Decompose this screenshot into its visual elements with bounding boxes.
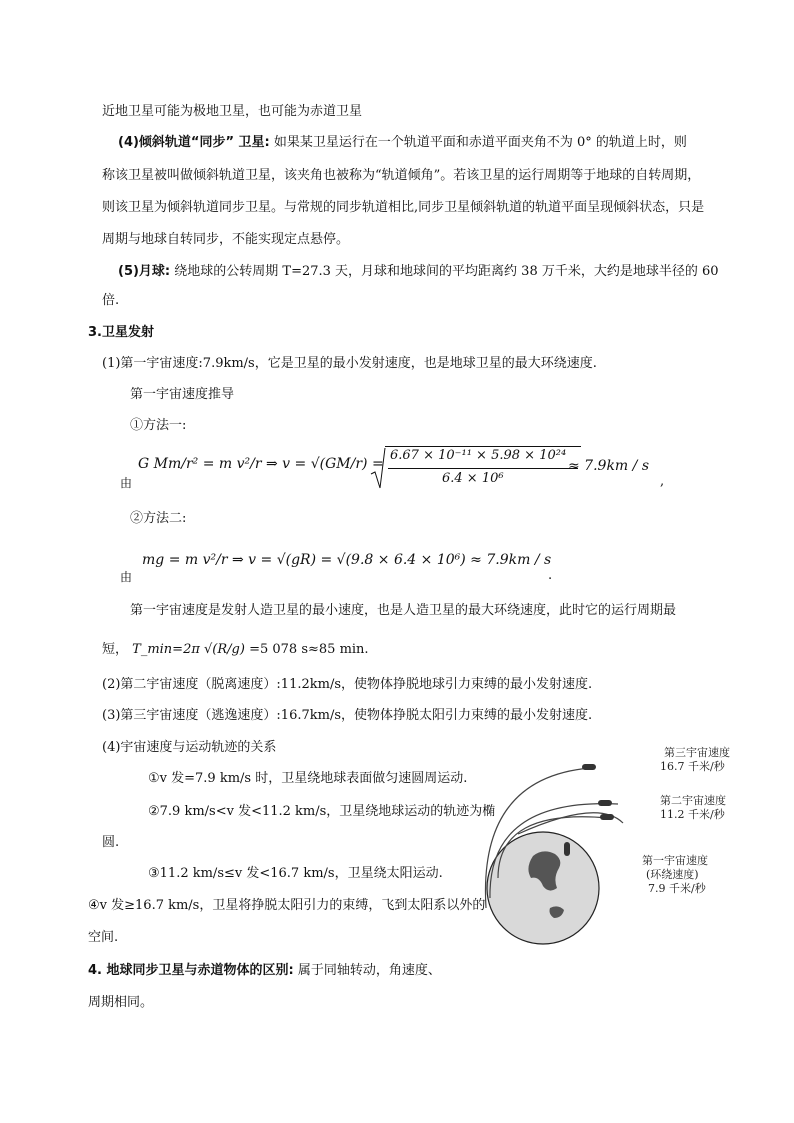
label-first-value: 7.9 千米/秒 [648,882,706,895]
line-case-2: ②7.9 km/s<v 发<11.2 km/s，卫星绕地球运动的轨迹为椭 [148,804,496,819]
label-third-value: 16.7 千米/秒 [660,760,725,773]
tmin-value: =5 078 s≈85 min. [249,642,369,657]
rocket-third [582,764,596,770]
label-first-title: 第一宇宙速度 [642,854,708,867]
rocket-ellipse [600,814,614,820]
line-tmin [102,640,369,660]
rocket-second [598,800,612,806]
label-first-sub: (环绕速度) [646,868,699,881]
line-sync-2: 周期相同。 [88,995,154,1010]
formula-comma: , [660,474,665,489]
text-inclined-orbit: 如果某卫星运行在一个轨道平面和赤道平面夹角不为 0° 的轨道上时，则 [273,135,687,150]
line-relation-title: (4)宇宙速度与运动轨迹的关系 [102,740,277,755]
text-moon: 绕地球的公转周期 T=27.3 天，月球和地球间的平均距离约 38 万千米，大约是地球半径的 60 [174,264,719,279]
heading-inclined-orbit: (4)倾斜轨道“同步” 卫星: [118,135,270,150]
formula-lhs: G Mm/r² = m v²/r ⇒ v = √(GM/r) = [138,456,384,472]
label-third-title: 第三宇宙速度 [664,746,730,759]
formula-method-one [120,444,680,496]
line-moon-2: 倍. [102,293,120,308]
paragraph-inclined-orbit [118,133,687,153]
line-case-2b: 圆. [102,835,120,850]
formula2-end: . [548,568,553,583]
formula-denominator: 6.4 × 10⁶ [442,471,504,486]
formula-result: ≈ 7.9km / s [568,458,650,474]
line-case-4b: 空间. [88,930,119,945]
tmin-formula: T_min=2π √(R/g) [132,642,245,657]
line-first-cosmic: (1)第一宇宙速度:7.9km/s，它是卫星的最小发射速度，也是地球卫星的最大环绕速度. [102,356,597,371]
formula-method-two [120,540,560,586]
label-second-value: 11.2 千米/秒 [660,808,725,821]
line-method-one: ①方法一: [130,418,187,433]
formula2-prefix: 由 [120,570,133,584]
line-third-cosmic: (3)第三宇宙速度（逃逸速度）:16.7km/s，使物体挣脱太阳引力束缚的最小发射速度. [102,708,593,723]
rocket-first [564,842,570,856]
paragraph-moon [118,262,719,282]
line-first-cosmic-desc: 第一宇宙速度是发射人造卫星的最小速度，也是人造卫星的最大环绕速度，此时它的运行周期最 [130,603,677,618]
line-method-two: ②方法二: [130,511,187,526]
formula-numerator: 6.67 × 10⁻¹¹ × 5.98 × 10²⁴ [390,448,567,463]
line-derivation-title: 第一宇宙速度推导 [130,387,235,402]
text-sync-vs-equator: 属于同轴转动，角速度、 [297,963,441,978]
cosmic-velocity-figure [478,738,768,958]
line-case-1: ①v 发=7.9 km/s 时，卫星绕地球表面做匀速圆周运动. [148,771,468,786]
line-nearearth: 近地卫星可能为极地卫星，也可能为赤道卫星 [102,104,363,119]
label-second-title: 第二宇宙速度 [660,794,726,807]
paragraph-sync-vs-equator [88,961,441,981]
formula-prefix: 由 [120,476,133,490]
section-heading-launch: 3.卫星发射 [88,325,154,340]
line-inclined-2: 称该卫星被叫做倾斜轨道卫星，该夹角也被称为“轨道倾角”。若该卫星的运行周期等于地球的自转周期， [102,168,701,183]
line-case-3: ③11.2 km/s≤v 发<16.7 km/s，卫星绕太阳运动. [148,866,443,881]
sqrt-sign [370,446,386,490]
tmin-prefix: 短， [102,642,129,657]
line-case-4: ④v 发≥16.7 km/s，卫星将挣脱太阳引力的束缚，飞到太阳系以外的 [88,898,486,913]
heading-sync-vs-equator: 4. 地球同步卫星与赤道物体的区别: [88,963,294,978]
heading-moon: (5)月球: [118,264,171,279]
line-second-cosmic: (2)第二宇宙速度（脱离速度）:11.2km/s，使物体挣脱地球引力束缚的最小发射速度. [102,677,593,692]
formula2-body: mg = m v²/r ⇒ v = √(gR) = √(9.8 × 6.4 × 10⁶) ≈ 7.9km / s [142,552,552,568]
line-inclined-4: 周期与地球自转同步，不能实现定点悬停。 [102,232,350,247]
line-inclined-3: 则该卫星为倾斜轨道同步卫星。与常规的同步轨道相比,同步卫星倾斜轨道的轨道平面呈现倾斜状态，只是 [102,200,705,215]
